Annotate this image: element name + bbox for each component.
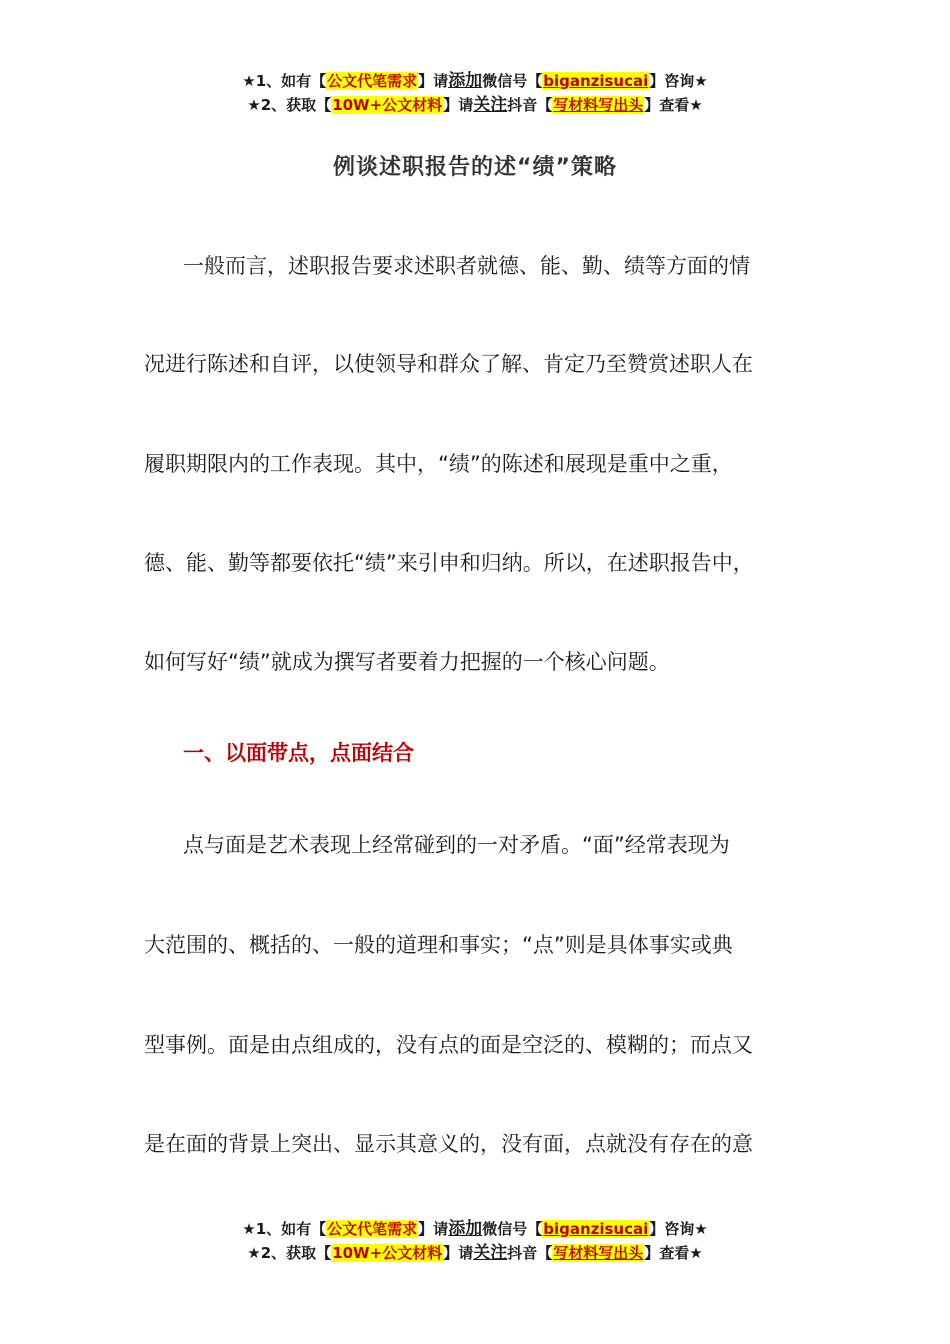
banner-line-2-mid: 】请: [443, 1244, 474, 1262]
paragraph-2-line: 大范围的、概括的、一般的道理和事实；“点”则是具体事实或典: [144, 933, 733, 957]
banner-line-2: [0, 93, 950, 117]
section-heading: 一、以面带点，点面结合: [183, 741, 414, 765]
banner-line-1-prefix: ★1、如有【: [242, 72, 327, 90]
banner-line-1-highlight-service: 公文代笔需求: [327, 72, 418, 90]
paragraph-2-line: 是在面的背景上突出、显示其意义的，没有面，点就没有存在的意: [144, 1132, 753, 1156]
banner-line-2-highlight-materials: 10W+公文材料: [332, 96, 443, 114]
banner-line-2-mid2: 抖音【: [507, 1244, 553, 1262]
banner-line-2: [0, 1241, 950, 1265]
banner-line-2-emphasis: 关注: [473, 95, 508, 115]
banner-line-1-wechat-id: biganzisucai: [543, 72, 649, 90]
banner-line-2-douyin-id: 写材料写出头: [553, 1244, 644, 1262]
paragraph-1-line: 履职期限内的工作表现。其中，“绩”的陈述和展现是重中之重，: [144, 452, 733, 476]
banner-line-2-prefix: ★2、获取【: [247, 1244, 332, 1262]
banner-line-1-mid: 】请: [418, 72, 449, 90]
paragraph-2-line: 型事例。面是由点组成的，没有点的面是空泛的、模糊的；而点又: [144, 1033, 753, 1057]
banner-line-1-mid2: 微信号【: [482, 1220, 543, 1238]
bottom-banner: [0, 1217, 950, 1265]
document-title: 例谈述职报告的述“绩”策略: [333, 155, 617, 180]
top-banner: [0, 69, 950, 117]
paragraph-1-line: 况进行陈述和自评，以使领导和群众了解、肯定乃至赞赏述职人在: [144, 352, 753, 376]
paragraph-1-line: 一般而言，述职报告要求述职者就德、能、勤、绩等方面的情: [183, 254, 750, 278]
banner-line-1-emphasis: 添加: [448, 1219, 483, 1239]
banner-line-2-prefix: ★2、获取【: [247, 96, 332, 114]
banner-line-1-emphasis: 添加: [448, 71, 483, 91]
banner-line-1-suffix: 】咨询★: [649, 1220, 708, 1238]
banner-line-2-suffix: 】查看★: [644, 1244, 703, 1262]
banner-line-1-suffix: 】咨询★: [649, 72, 708, 90]
banner-line-2-suffix: 】查看★: [644, 96, 703, 114]
banner-line-2-mid: 】请: [443, 96, 474, 114]
banner-line-1-prefix: ★1、如有【: [242, 1220, 327, 1238]
banner-line-2-mid2: 抖音【: [507, 96, 553, 114]
banner-line-2-highlight-materials: 10W+公文材料: [332, 1244, 443, 1262]
paragraph-1-line: 如何写好“绩”就成为撰写者要着力把握的一个核心问题。: [144, 650, 670, 674]
banner-line-2-douyin-id: 写材料写出头: [553, 96, 644, 114]
banner-line-1-mid: 】请: [418, 1220, 449, 1238]
banner-line-1: [0, 1217, 950, 1241]
paragraph-1-line: 德、能、勤等都要依托“绩”来引申和归纳。所以，在述职报告中，: [144, 551, 754, 575]
banner-line-2-emphasis: 关注: [473, 1243, 508, 1263]
paragraph-2-line: 点与面是艺术表现上经常碰到的一对矛盾。“面”经常表现为: [183, 833, 730, 857]
banner-line-1-wechat-id: biganzisucai: [543, 1220, 649, 1238]
banner-line-1: [0, 69, 950, 93]
banner-line-1-highlight-service: 公文代笔需求: [327, 1220, 418, 1238]
banner-line-1-mid2: 微信号【: [482, 72, 543, 90]
